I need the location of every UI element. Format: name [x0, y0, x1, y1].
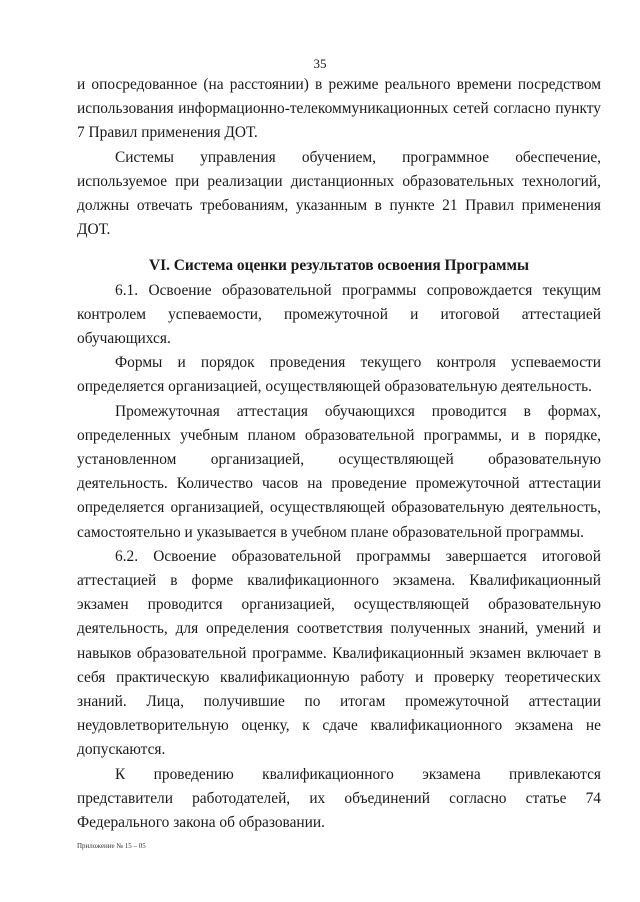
- page-number: 35: [313, 56, 327, 71]
- paragraph-current-control: Формы и порядок проведения текущего контроля успеваемости определяется организацией, осуществляющей образовательную деятельность.: [77, 354, 601, 396]
- paragraph-exam-employers: К проведению квалификационного экзамена привлекаются представители работодателей, их объединений согласно статье 74 Федерального закона об образовании.: [77, 765, 601, 832]
- paragraph-6-1: 6.1. Освоение образовательной программы сопровождается текущим контролем успеваемости, промежуточной и итоговой аттестацией обучающихся.: [77, 281, 601, 348]
- paragraph-lms-requirements: Системы управления обучением, программное обеспечение, используемое при реализации дистанционных образовательных технологий, должны отвечать требованиям, указанным в пункте 21 Правил применения ДОТ.: [77, 148, 601, 239]
- paragraph-intermediate-attestation: Промежуточная аттестация обучающихся проводится в формах, определенных учебным планом образовательной программы, и в порядке, установленном организацией, осуществляющей образовательную деятельность. Количество часов на проведение промежуточной аттестации определяется организацией, осуществляющей образовательную деятельность, самостоятельно и указывается в учебном плане образовательной программы.: [77, 402, 601, 541]
- section-heading: VI. Система оценки результатов освоения Программы: [148, 257, 529, 275]
- paragraph-6-2: 6.2. Освоение образовательной программы завершается итоговой аттестацией в форме квалификационного экзамена. Квалификационный экзамен проводится организацией, осуществляющей образовательную деятельность, для определения соответствия полученных знаний, умений и навыков образовательной программе. Квалификационный экзамен включает в себя практическую квалификационную работу и проверку теоретических знаний. Лица, получившие по итогам промежуточной аттестации неудовлетворительную оценку, к сдаче квалификационного экзамена не допускаются.: [77, 547, 601, 759]
- page-footer: Приложение № 15 – 05: [77, 842, 146, 850]
- paragraph-continuation: и опосредованное (на расстоянии) в режиме реального времени посредством использования информационно-телекоммуникационных сетей согласно пункту 7 Правил применения ДОТ.: [77, 76, 601, 142]
- document-body: [77, 73, 601, 835]
